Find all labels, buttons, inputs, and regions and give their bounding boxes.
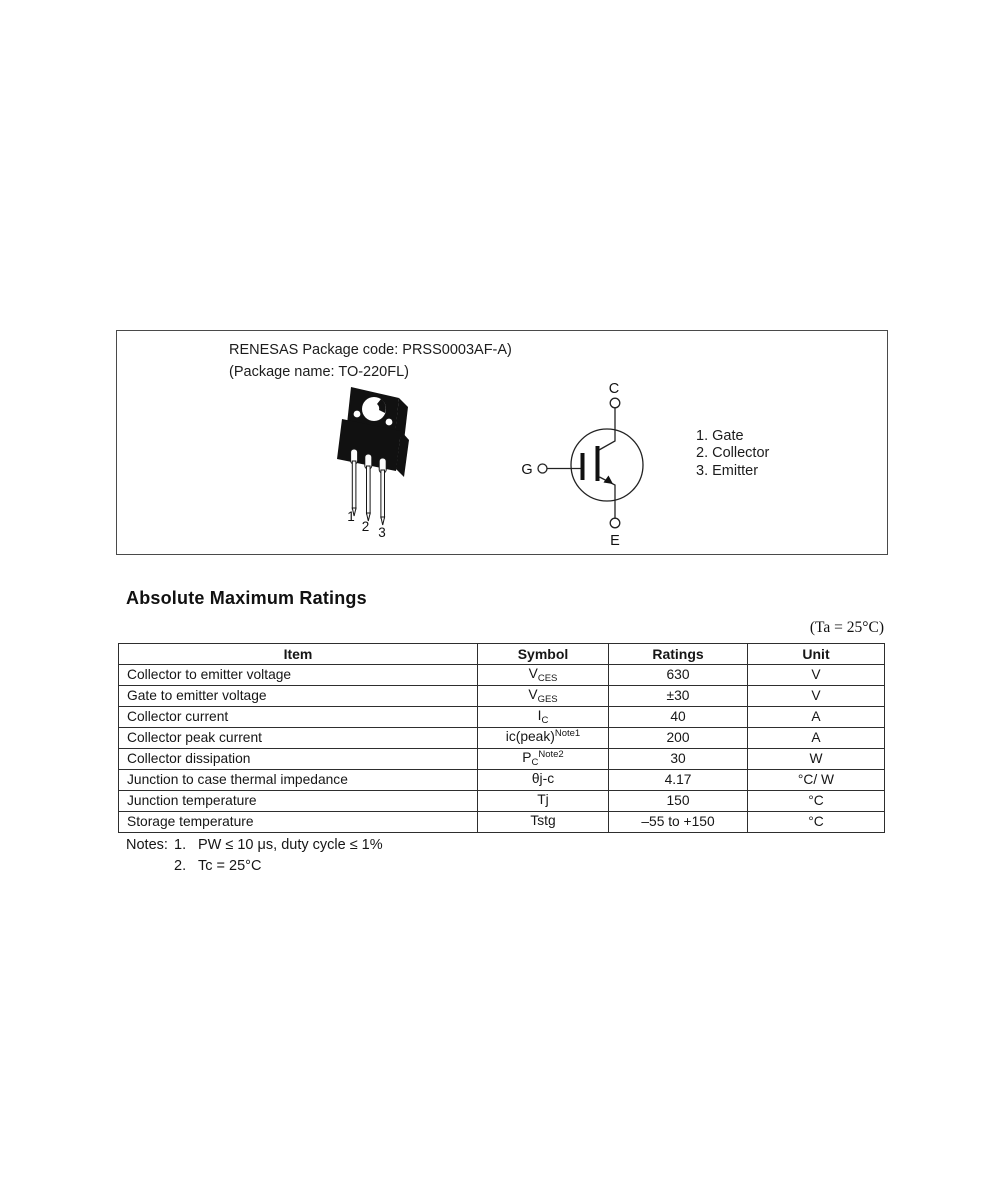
package-leg-1 (351, 449, 358, 516)
pin-3-label: 3 (378, 525, 386, 540)
pin-1-label: 1 (347, 509, 355, 524)
package-code-line: RENESAS Package code: PRSS0003AF-A) (229, 342, 512, 358)
table-row (119, 791, 885, 812)
table-row (119, 707, 885, 728)
item-cell: Junction temperature (119, 791, 478, 812)
package-drawing (329, 381, 459, 543)
package-leg-3 (379, 458, 386, 525)
unit-cell: °C (748, 791, 885, 812)
ratings-cell: ±30 (609, 686, 748, 707)
symbol-cell: Tstg (478, 812, 609, 833)
pin-2-label: 2 (361, 519, 370, 534)
legend-emitter: 3. Emitter (696, 462, 759, 479)
header-ratings: Ratings (609, 644, 748, 665)
section-title: Absolute Maximum Ratings (126, 588, 367, 608)
symbol-cell: Tj (478, 791, 609, 812)
package-leg-2 (365, 454, 372, 521)
symbol-cell: θj-c (478, 770, 609, 791)
item-cell: Collector to emitter voltage (119, 665, 478, 686)
unit-cell: V (748, 665, 885, 686)
table-row (119, 686, 885, 707)
package-caption (229, 339, 512, 383)
emitter-terminal-label: E (610, 533, 620, 549)
table-header-row (119, 644, 885, 665)
ratings-cell: 40 (609, 707, 748, 728)
ratings-cell: 630 (609, 665, 748, 686)
ambient-temperature-condition: (Ta = 25°C) (809, 619, 884, 636)
unit-cell: A (748, 728, 885, 749)
emitter-terminal-circle (610, 518, 620, 528)
ratings-cell: 4.17 (609, 770, 748, 791)
notes-label: Notes: (126, 837, 168, 853)
note-line-2 (126, 856, 383, 877)
header-item: Item (119, 644, 478, 665)
item-cell: Storage temperature (119, 812, 478, 833)
header-symbol: Symbol (478, 644, 609, 665)
symbol-cell: $V_{GES}$ (478, 686, 609, 707)
pin-legend (696, 428, 769, 480)
ratings-cell: 150 (609, 791, 748, 812)
collector-terminal-circle (610, 398, 620, 408)
unit-cell: °C (748, 812, 885, 833)
table-row (119, 812, 885, 833)
ratings-cell: 30 (609, 749, 748, 770)
package-figure-box (116, 330, 888, 555)
unit-cell: A (748, 707, 885, 728)
unit-cell: W (748, 749, 885, 770)
table-row (119, 770, 885, 791)
item-cell: Collector peak current (119, 728, 478, 749)
collector-terminal-label: C (608, 381, 620, 397)
item-cell: Gate to emitter voltage (119, 686, 478, 707)
note-2-text: Tc = 25°C (198, 858, 262, 874)
note-line-1 (126, 835, 383, 856)
igbt-symbol-drawing (503, 379, 653, 554)
table-notes (126, 835, 383, 877)
symbol-cell: $I_C$ (478, 707, 609, 728)
unit-cell: °C/ W (748, 770, 885, 791)
absolute-maximum-ratings-table (118, 643, 885, 833)
item-cell: Collector current (119, 707, 478, 728)
note-1-text: PW ≤ 10 μs, duty cycle ≤ 1% (198, 837, 383, 853)
table-row (119, 749, 885, 770)
package-name-line: (Package name: TO-220FL) (229, 364, 409, 380)
header-unit: Unit (748, 644, 885, 665)
item-cell: Collector dissipation (119, 749, 478, 770)
table-row (119, 728, 885, 749)
legend-gate: 1. Gate (696, 428, 744, 444)
symbol-cell: ic(peak)$^{Note1}$ (478, 728, 609, 749)
unit-cell: V (748, 686, 885, 707)
item-cell: Junction to case thermal impedance (119, 770, 478, 791)
gate-terminal-label: G (521, 462, 533, 478)
symbol-cell: $P_C^{Note2}$ (478, 749, 609, 770)
gate-terminal-circle (538, 464, 547, 473)
legend-collector: 2. Collector (696, 445, 770, 462)
symbol-cell: $V_{CES}$ (478, 665, 609, 686)
ratings-cell: –55 to +150 (609, 812, 748, 833)
table-row (119, 665, 885, 686)
ratings-cell: 200 (609, 728, 748, 749)
note-1-number: 1. (174, 837, 187, 853)
note-2-number: 2. (174, 858, 187, 874)
